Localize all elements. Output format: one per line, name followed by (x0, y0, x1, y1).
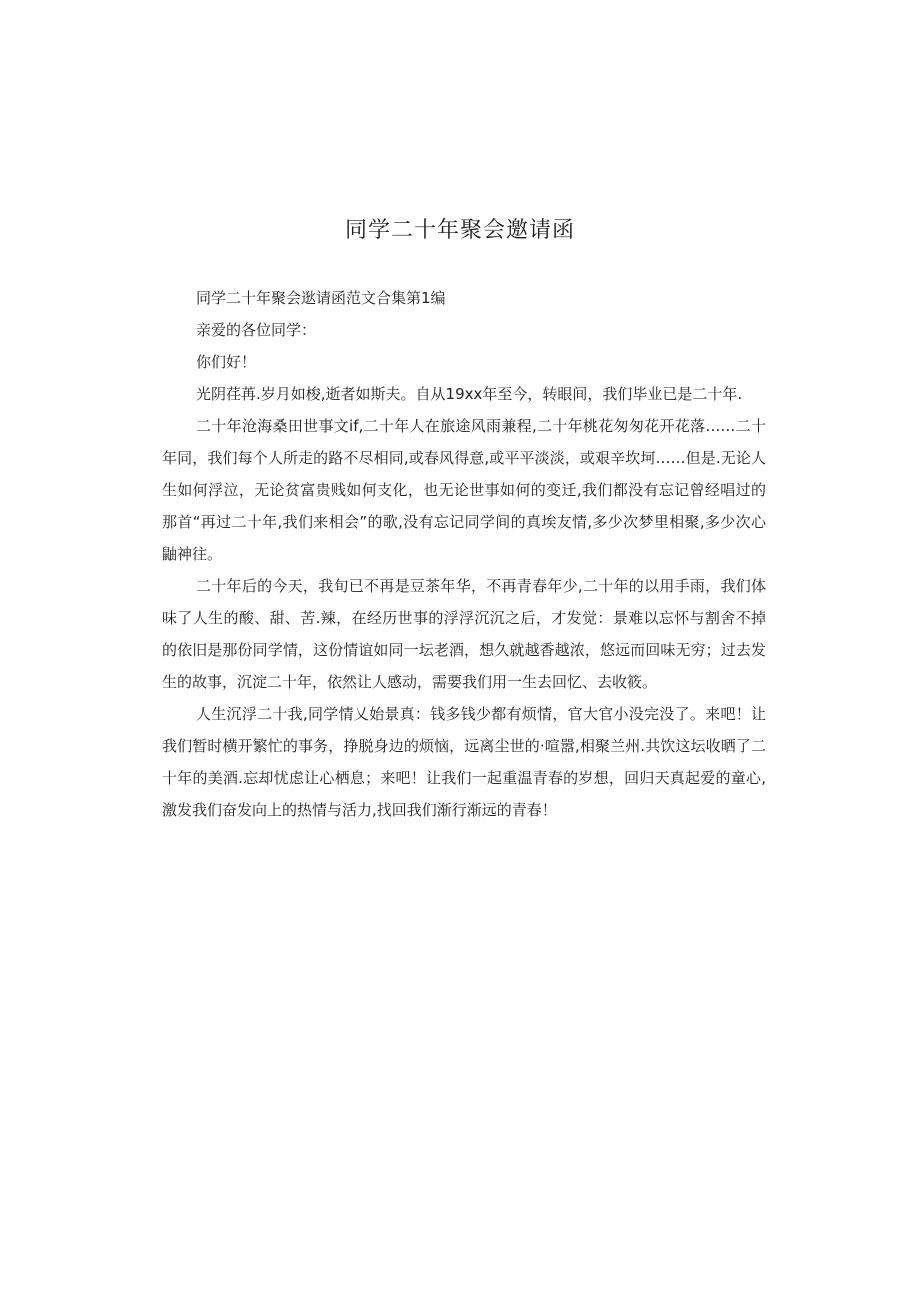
document-title: 同学二十年聚会邀请函 (344, 218, 575, 243)
paragraph-3: 二十年后的今天，我旬已不再是豆茶年华，不再青春年少,二十年的以用手雨，我们体味了人生的酸、甜、苦.辣，在经历世事的浮浮沉沉之后，才发觉：景难以忘怀与割舍不掉的依旧是那份同学情，这份情谊如同一坛老酒，想久就越香越浓，悠远而回味无穷；过去发生的故事，沉淀二十年，依然让人感动，需要我们用一生去回忆、去收筱。 (162, 577, 766, 691)
document-body (162, 282, 766, 826)
paragraph-2: 二十年沧海桑田世事文if,二十年人在旅途风雨兼程,二十年桃花匆匆花开花落……二十年同，我们每个人所走的路不尽相同,或春风得意,或平平淡淡，或艰辛坎坷……但是.无论人生如何浮泣，无论贫富贵贱如何支化，也无论世事如何的变迁,我们都没有忘记曾经唱过的那首“再过二十年,我们来相会”的歌,没有忘记同学间的真埃友情,多少次梦里相聚,多少次心鼬神往。 (162, 417, 766, 563)
salutation: 亲爱的各位同学： (196, 321, 317, 339)
document-subtitle: 同学二十年聚会逖请函范文合集第1编 (196, 289, 446, 307)
greeting: 你们好！ (196, 353, 257, 371)
paragraph-4: 人生沉浮二十我,同学情乂始景真：钱多钱少都有烦情，官大官小没完没了。来吧！让我们暂时横开繁忙的事务，挣脱身边的烦恼，远离尘世的·喧嚣,相聚兰州.共饮这坛收晒了二十年的美酒.忘却忧虑让心栖息；来吧！让我们一起重温青春的岁想，回归天真起爱的童心,激发我们奋发向上的热情与活力,找回我们渐行渐远的青春！ (162, 705, 766, 819)
paragraph-1: 光阴荏苒.岁月如梭,逝者如斯夫。自从19xx年至今，转眼间，我们毕业已是二十年. (196, 385, 743, 403)
